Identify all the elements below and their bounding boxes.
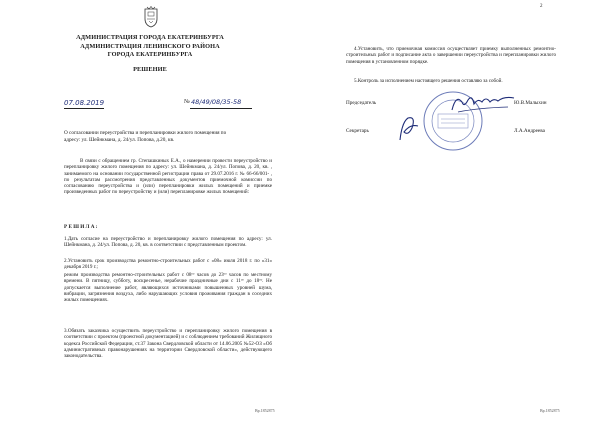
chair-signature (448, 92, 518, 116)
chair-label: Председатель (346, 100, 377, 106)
item-5: 5.Контроль за исполнением настоящего решения оставляю за собой. (354, 78, 503, 84)
secretary-label: Секретарь (346, 128, 369, 134)
number-underline (190, 108, 252, 109)
date-underline (64, 108, 104, 109)
item-1: 1.Дать согласие на переустройство и перепланировку жилого помещения по адресу: ул. Шейнкмана, д. 24/ул. Попова, д. 20, кв. в соответствии с представленным проектом. (64, 236, 272, 249)
header-line-1: АДМИНИСТРАЦИЯ ГОРОДА ЕКАТЕРИНБУРГА (76, 34, 224, 41)
footer-code: Вр.1852875 (255, 408, 275, 413)
item-2: 2.Установить срок производства ремонтно-строительных работ с «08» июля 2018 г. по «31» декабря 2019 г.; (64, 258, 272, 271)
decision-number: 48/49/08/35-58 (191, 98, 242, 106)
decision-date: 07.08.2019 (64, 99, 105, 107)
item-3: 3.Обязать заказчика осуществить переустройство и перепланировку жилого помещения в соответствии с проектом (проектной документацией) и с соблюдением требований Жилищного кодекса Российской Федерации, ст.37 Закона Свердловской области от 14.06.2005 №52-ОЗ «Об административных правонарушениях на территории Свердловской области», действующего законодательства. (64, 328, 272, 360)
subject-line-1: О согласовании переустройства и перепланировки жилого помещения по (64, 130, 227, 136)
coat-of-arms-icon (142, 6, 160, 28)
header-line-3: ГОРОДА ЕКАТЕРИНБУРГА (107, 51, 193, 58)
page-number: 2 (540, 4, 543, 9)
footer-code: Вр.1852875 (540, 408, 560, 413)
subject-line-2: адресу: ул. Шейнкмана, д. 24/ул. Попова, д.20, кв. (64, 137, 175, 143)
item-2-schedule: режим производства ремонтно-строительных работ с 08ᵒᵒ часов до 23ᵒᵒ часов по местному времени. В пятницу, субботу, воскресенье, нерабочие праздничные дни с 11ᵒᵒ до 18ᵒᵒ. Не допускается выполнение работ, являющихся источниками повышенных уровней шума, вибрации, загрязнения воздуха, либо нарушающих условия проживания граждан в соседних жилых помещениях. (64, 272, 272, 304)
resolved-heading: Р Е Ш И Л А : (64, 224, 98, 230)
number-prefix: № (184, 99, 190, 105)
secretary-signature (396, 114, 422, 144)
doc-type-title: РЕШЕНИЕ (133, 66, 167, 73)
secretary-name: Л.А.Андреева (514, 128, 545, 134)
header-line-2: АДМИНИСТРАЦИЯ ЛЕНИНСКОГО РАЙОНА (80, 43, 220, 50)
item-4: 4.Установить, что приемочная комиссия осуществляет приемку выполненных ремонтно-строительных работ и подписание акта о завершении переустройства и перепланировки жилого помещения в установленном порядке. (346, 46, 556, 65)
body-paragraph-1: В связи с обращением гр. Степашкиных Е.А., о намерении провести переустройство и перепланировку жилого помещения по адресу: ул. Шейнкмана, д. 24/ул. Попова, д. 20, кв. , занимаемого на основании государственной регистрации права от 29.07.2016 г. № 66-66/001- , по результатам рассмотрения представленных документов приемочной комиссии по согласованию переустройства и (или) перепланировки жилых помещений и приемке произведенных работ по переустройству и (или) перепланировке жилых помещений: (64, 158, 272, 196)
document-page-2 (300, 0, 600, 424)
chair-name: Ю.В.Малыхин (514, 100, 547, 106)
